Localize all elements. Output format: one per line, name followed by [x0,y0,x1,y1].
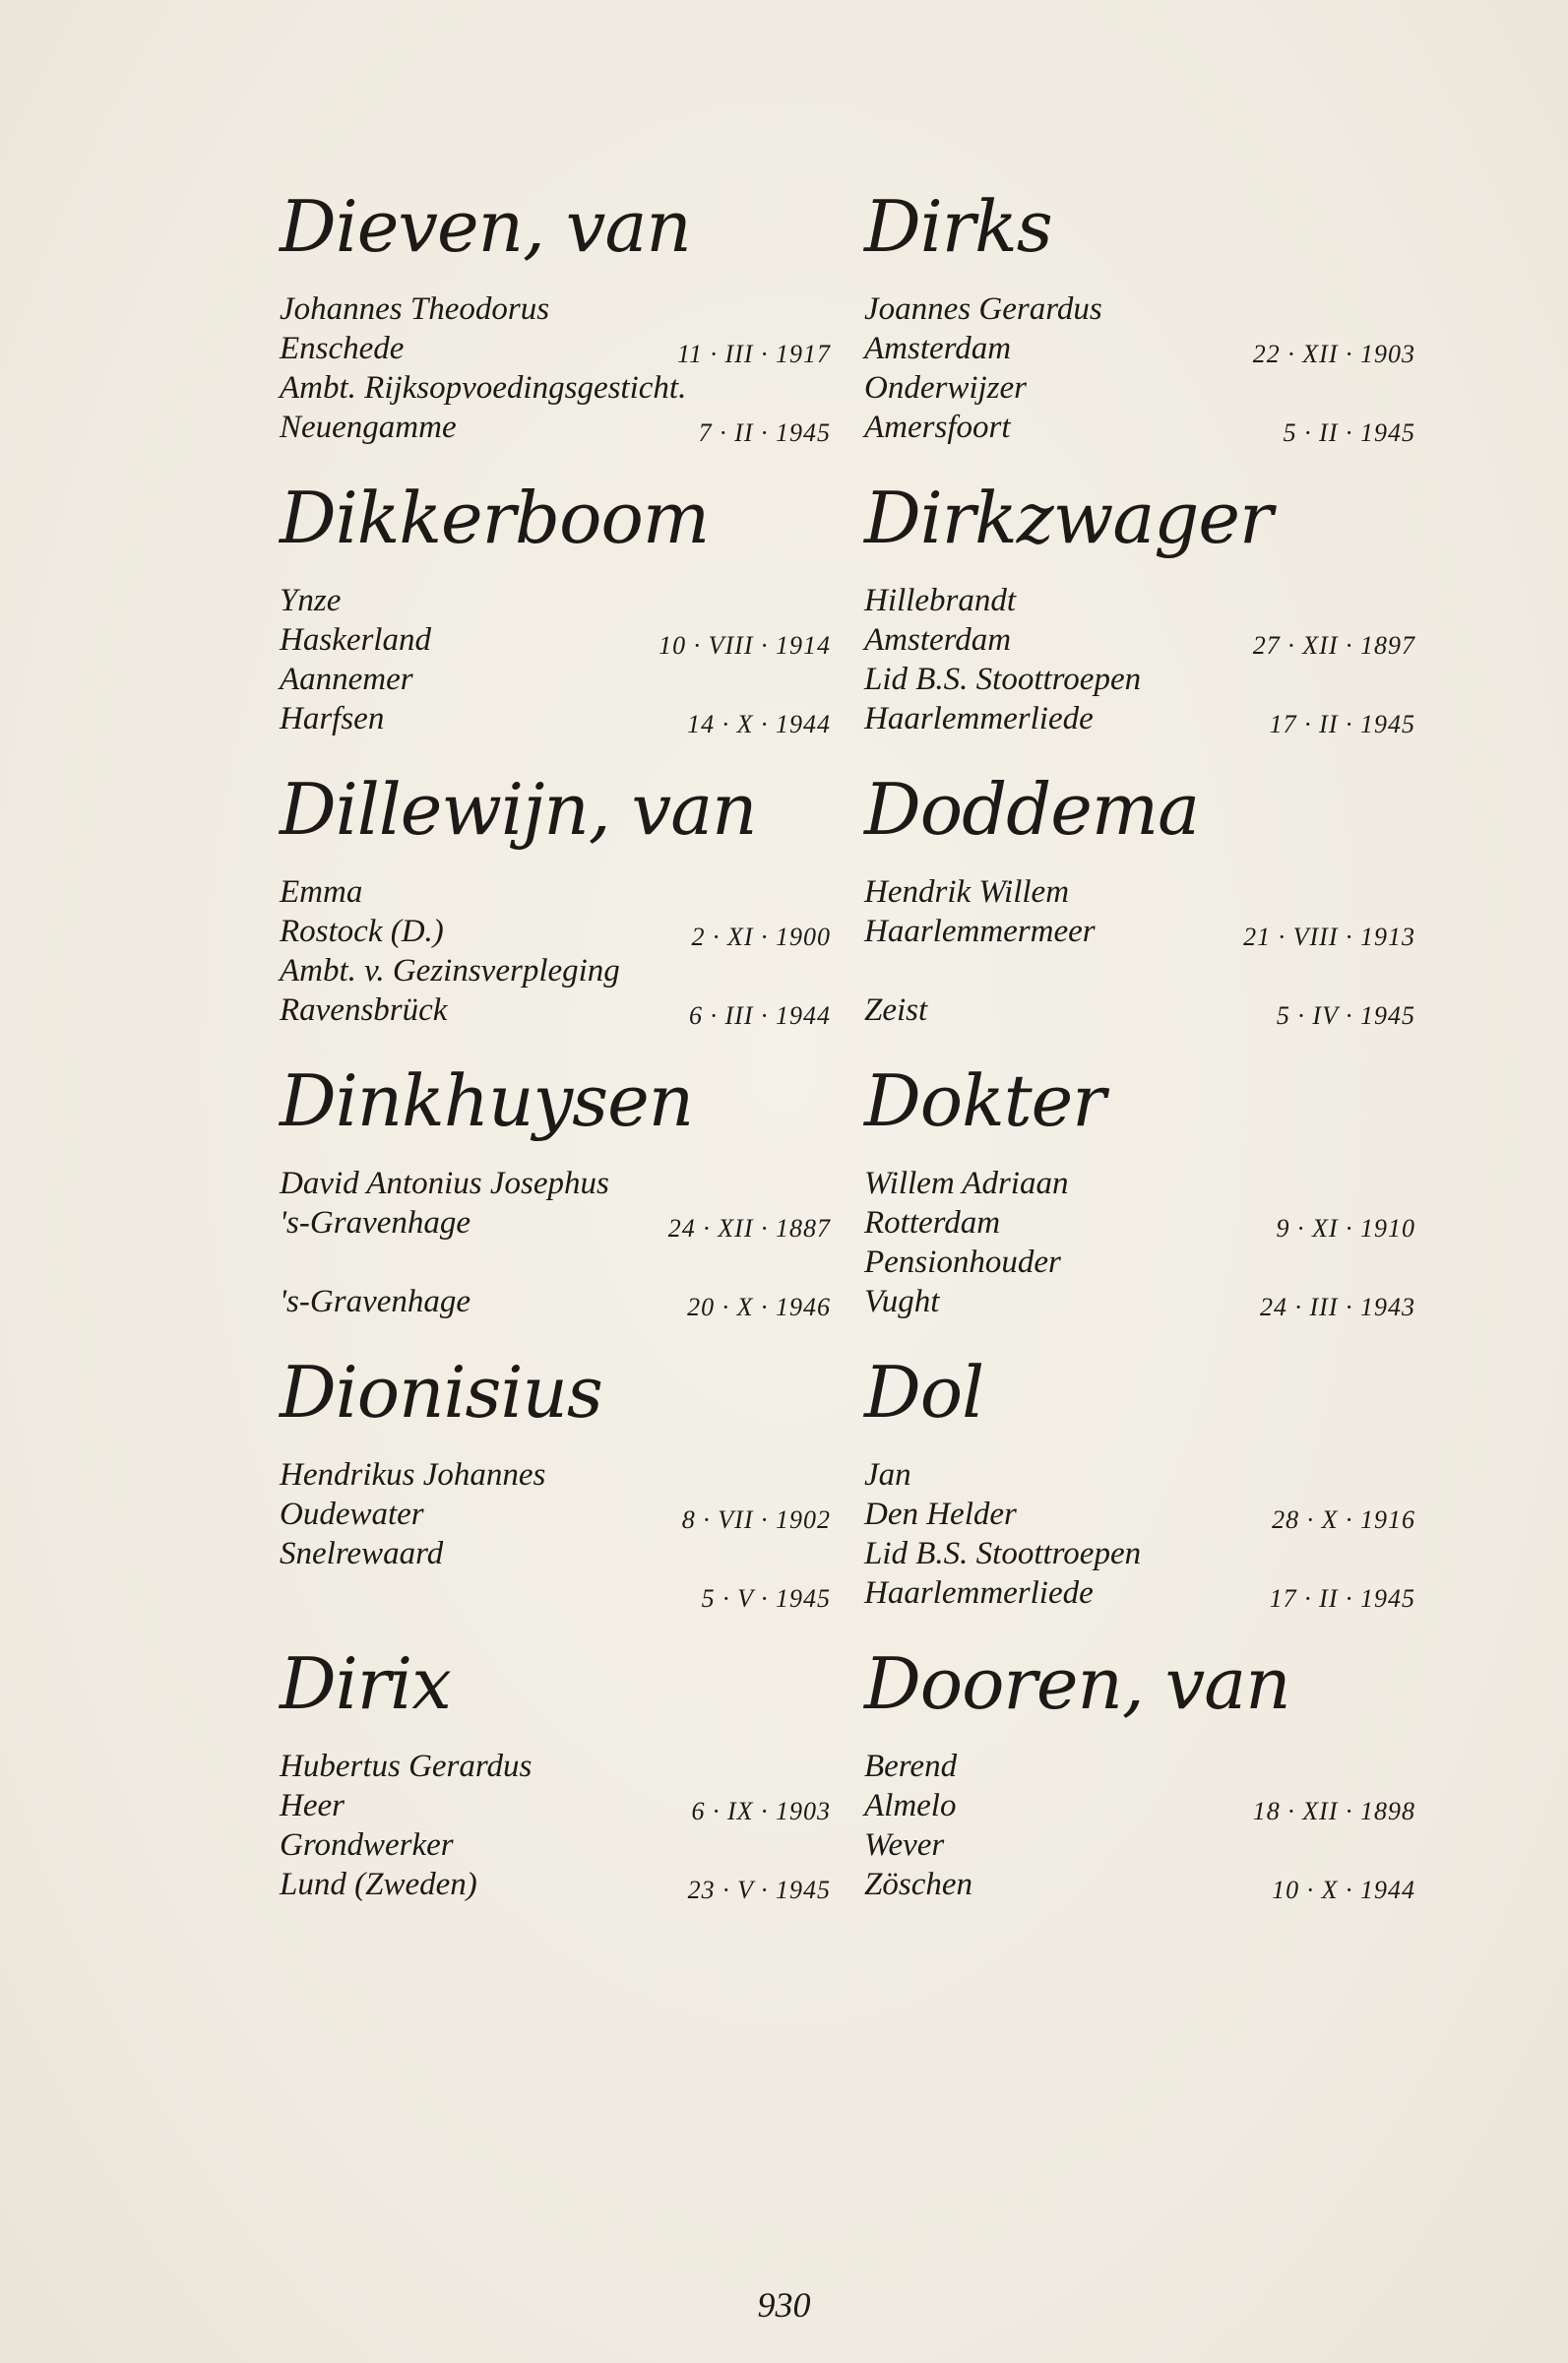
entry-line [864,1573,1415,1613]
entry-line-text: Amsterdam [864,622,1012,658]
entry-line-date: 5 · IV · 1945 [1276,1001,1415,1030]
entry-line-text: Willem Adriaan [864,1166,1069,1201]
memorial-entry [280,479,831,770]
entry-line-text: Lid B.S. Stoottroepen [864,1536,1142,1571]
entry-line-text: Ambt. v. Gezinsverpleging [280,953,620,989]
entry-line-text: Jan [864,1457,911,1493]
entry-line-date: 5 · II · 1945 [1283,418,1415,447]
entry-line [280,951,831,990]
entry-line [864,368,1415,408]
surname-heading: Dionisius [280,1351,602,1434]
entry-line [864,1747,1415,1786]
entry-line-text: Pensionhouder [864,1245,1061,1280]
entry-line-text: Lid B.S. Stoottroepen [864,662,1142,697]
entry-line-text: Amsterdam [864,331,1012,366]
entry-line-text: Almelo [864,1788,957,1823]
entry-line-text: Haskerland [280,622,431,658]
entry-line [864,1495,1415,1534]
entry-line [280,990,831,1030]
entry-line-date: 24 · III · 1943 [1260,1293,1415,1321]
memorial-entry [864,770,1415,1061]
entry-line-text: Oudewater [280,1497,424,1532]
entry-line [864,1455,1415,1495]
surname-heading: Dinkhuysen [280,1059,694,1142]
memorial-entry [280,187,831,479]
surname-heading: Doddema [864,768,1200,851]
entry-line [280,581,831,620]
memorial-entry [864,1353,1415,1644]
entry-line-text: Hubertus Gerardus [280,1749,533,1784]
surname-heading: Dillewijn, van [280,768,757,851]
memorial-entry [280,1353,831,1644]
entry-line [864,912,1415,951]
entry-line-text: Johannes Theodorus [280,291,550,327]
entry-line-date: 17 · II · 1945 [1269,1584,1415,1613]
left-column [280,187,831,1936]
surname-heading: Dieven, van [280,185,691,268]
entry-line-date: 18 · XII · 1898 [1252,1797,1415,1825]
surname-heading: Dooren, van [864,1642,1290,1725]
entry-line-date: 14 · X · 1944 [687,710,831,738]
entry-line [280,1282,831,1321]
entry-line-date: 27 · XII · 1897 [1252,631,1415,660]
entry-line-text: Ravensbrück [280,992,448,1028]
memorial-entry [864,1644,1415,1936]
entry-line-text: Onderwijzer [864,370,1027,406]
entry-line [864,660,1415,699]
entry-line-text: Neuengamme [280,410,457,445]
page-number: 930 [757,2285,811,2325]
entry-line-text: Joannes Gerardus [864,291,1102,327]
surname-heading: Dirkzwager [864,477,1273,559]
entry-line-text: 's-Gravenhage [280,1284,471,1319]
entry-line-text: Snelrewaard [280,1536,444,1571]
entry-line-text: Berend [864,1749,958,1784]
entry-line [864,1203,1415,1243]
entry-line [864,289,1415,329]
entry-line-text: Rotterdam [864,1205,1001,1241]
memorial-entry [280,1061,831,1353]
entry-line-date: 23 · V · 1945 [687,1876,831,1904]
entry-line-date: 8 · VII · 1902 [681,1505,831,1534]
entry-line [864,581,1415,620]
entry-line [280,660,831,699]
entry-line-text: Heer [280,1788,345,1823]
entry-line [864,1164,1415,1203]
entry-line-text: Zöschen [864,1867,972,1902]
entry-line [864,951,1415,990]
entry-line [864,872,1415,912]
entry-line-date: 22 · XII · 1903 [1252,340,1415,368]
entry-line-text: Grondwerker [280,1827,454,1863]
entry-line-text: Harfsen [280,701,385,736]
memorial-entry [864,187,1415,479]
entry-line-date: 28 · X · 1916 [1272,1505,1415,1534]
entry-line-text: Hendrik Willem [864,874,1070,910]
entry-line [864,1282,1415,1321]
entry-line-text: Rostock (D.) [280,914,444,949]
entry-line-text: Emma [280,874,363,910]
memorial-entry [864,1061,1415,1353]
surname-heading: Dikkerboom [280,477,710,559]
entry-line-date: 6 · III · 1944 [689,1001,831,1030]
entry-line-text: Vught [864,1284,940,1319]
entry-line-text: Enschede [280,331,405,366]
memorial-entry [280,1644,831,1936]
surname-heading: Dirks [864,185,1052,268]
surname-heading: Dol [864,1351,984,1434]
entry-line [280,1573,831,1613]
entry-line-text: Ynze [280,583,342,618]
entry-line-text: 's-Gravenhage [280,1205,471,1241]
surname-heading: Dokter [864,1059,1105,1142]
entry-line-date: 24 · XII · 1887 [667,1214,831,1243]
memorial-entry [280,770,831,1061]
entry-line [280,329,831,368]
entry-line [864,1243,1415,1282]
entry-line-text: Wever [864,1827,945,1863]
entry-line [280,1164,831,1203]
entry-line [864,990,1415,1030]
entry-line-date: 11 · III · 1917 [676,340,831,368]
entry-line [280,1747,831,1786]
entry-line-text: Haarlemmerliede [864,1575,1094,1611]
entry-line [280,1495,831,1534]
entry-line [864,329,1415,368]
entry-line [280,1825,831,1865]
entry-line [280,872,831,912]
entry-line [864,620,1415,660]
surname-heading: Dirix [280,1642,451,1725]
entry-line-text: Zeist [864,992,928,1028]
entry-line-text: Hillebrandt [864,583,1016,618]
entry-line-date: 6 · IX · 1903 [691,1797,831,1825]
entry-line-text: Haarlemmermeer [864,914,1096,949]
entry-line-date: 20 · X · 1946 [687,1293,831,1321]
entry-line [864,1534,1415,1573]
right-column [864,187,1415,1936]
entry-line-text: Haarlemmerliede [864,701,1094,736]
entry-line-text: David Antonius Josephus [280,1166,609,1201]
entry-line [864,1825,1415,1865]
entry-line [280,1786,831,1825]
entry-line-text: Den Helder [864,1497,1017,1532]
entry-line [864,1786,1415,1825]
entry-line-text: Lund (Zweden) [280,1867,477,1902]
entry-line [864,699,1415,738]
entry-line [280,408,831,447]
entry-line-text: Ambt. Rijksopvoedingsgesticht. [280,370,687,406]
entry-line-date: 7 · II · 1945 [698,418,831,447]
entry-line-date: 21 · VIII · 1913 [1243,923,1415,951]
entry-line-date: 17 · II · 1945 [1269,710,1415,738]
entry-line [280,1534,831,1573]
entry-line-date: 5 · V · 1945 [701,1584,831,1613]
entry-line-text: Amersfoort [864,410,1011,445]
entry-line-date: 10 · VIII · 1914 [659,631,831,660]
entry-line-date: 9 · XI · 1910 [1276,1214,1415,1243]
entry-line [280,1865,831,1904]
entry-line [864,1865,1415,1904]
entry-line [280,1455,831,1495]
entry-line [280,1203,831,1243]
entry-line-text: Hendrikus Johannes [280,1457,546,1493]
entry-line [280,620,831,660]
entry-line-text: Aannemer [280,662,413,697]
entry-line [864,408,1415,447]
entry-line [280,912,831,951]
entry-line [280,1243,831,1282]
entry-line-date: 2 · XI · 1900 [691,923,831,951]
entry-line [280,368,831,408]
entry-line [280,699,831,738]
entry-line [280,289,831,329]
memorial-entry [864,479,1415,770]
entry-line-date: 10 · X · 1944 [1272,1876,1415,1904]
